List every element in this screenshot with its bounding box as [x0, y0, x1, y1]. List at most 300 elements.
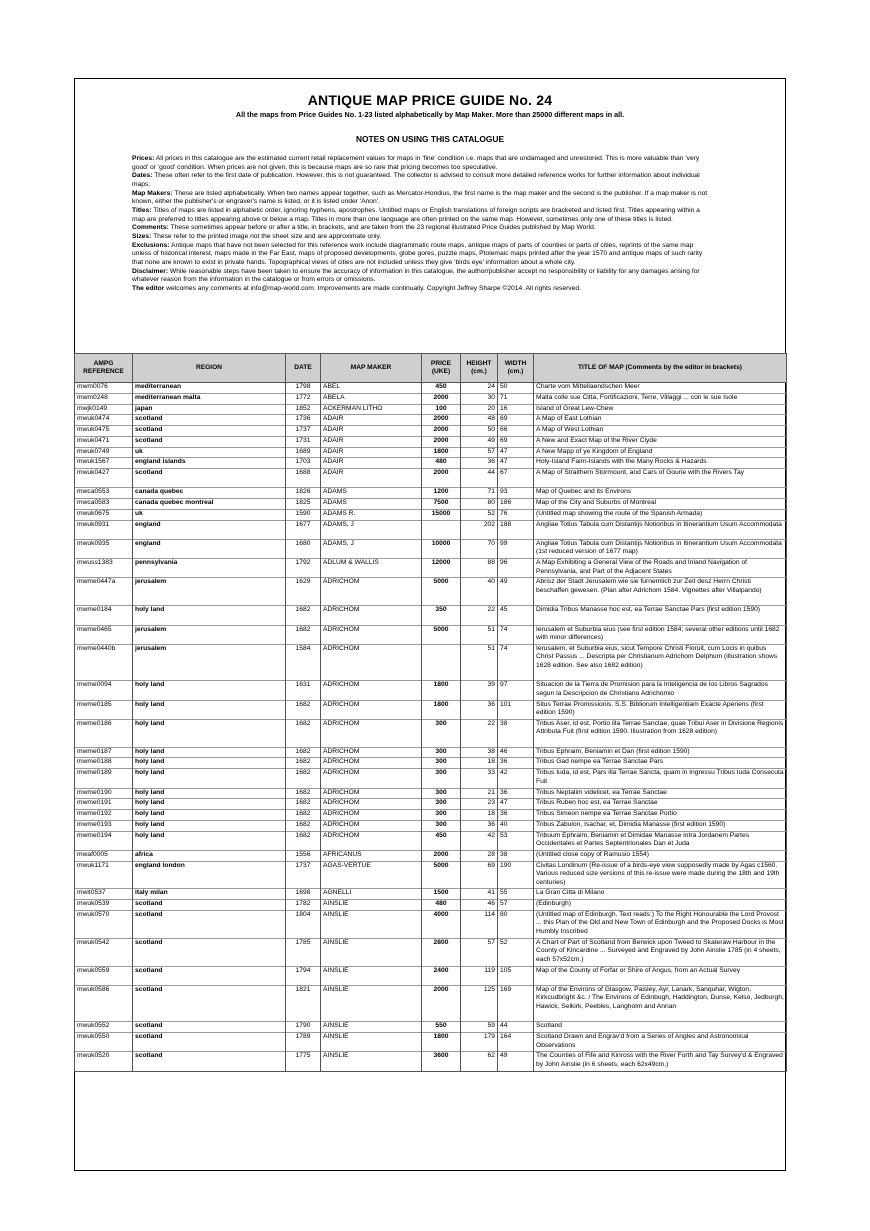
cell-price: 5000: [422, 578, 461, 606]
cell-map-maker: AINSLIE: [321, 900, 422, 911]
cell-price: 300: [422, 719, 461, 747]
cell-map-maker: ADRICHOM: [321, 625, 422, 644]
note-label: Prices:: [132, 155, 155, 162]
cell-map-maker: ADAMS: [321, 488, 422, 499]
cell-price: 2000: [422, 393, 461, 404]
cell-width: 74: [498, 625, 534, 644]
table-row: [75, 938, 787, 966]
cell-title: The Counties of Fife and Kinross with the River Forth and Tay Survey'd & Engraved by John Ainslie (in 6 sheets, each 62x49cm.): [534, 1052, 787, 1071]
cell-reference: mwme0465: [75, 625, 133, 644]
cell-height: 57: [461, 447, 498, 458]
note-paragraph: [132, 207, 708, 224]
cell-width: 69: [498, 436, 534, 447]
cell-height: 49: [461, 436, 498, 447]
cell-region: holy land: [133, 769, 286, 788]
cell-price: 100: [422, 404, 461, 415]
cell-price: 300: [422, 758, 461, 769]
cell-title: Situs Terrae Promissionis. S.S. Bibliorum Intelligentiam Exacte Aperiens (first edition 1590): [534, 700, 787, 719]
cell-region: mediterranean malta: [133, 393, 286, 404]
cell-date: 1682: [286, 747, 321, 758]
note-text: welcomes any comments at info@map-world.com. Improvements are made continually. Copyright Jeffrey Sharpe ©2014. All rights reserved.: [164, 284, 581, 292]
cell-width: 66: [498, 426, 534, 437]
cell-reference: mwuk0749: [75, 447, 133, 458]
cell-map-maker: AINSLIE: [321, 938, 422, 966]
table-header-row: [75, 354, 787, 383]
cell-date: 1698: [286, 889, 321, 900]
table-row: [75, 1033, 787, 1052]
cell-title: A Map Exhibiting a General View of the Roads and Inland Navigation of Pennsylvania, and Part of the Adjacent States: [534, 559, 787, 578]
table-row: [75, 539, 787, 558]
cell-region: scotland: [133, 1052, 286, 1071]
cell-map-maker: ACKERMAN LITHO: [321, 404, 422, 415]
page-title: ANTIQUE MAP PRICE GUIDE No. 24: [307, 92, 553, 108]
cell-title: Ierusalem et Suburbia eius (see first edition 1584; several other editions until 1682 with minor differences): [534, 625, 787, 644]
table-row: [75, 436, 787, 447]
cell-height: 70: [461, 539, 498, 558]
table-row: [75, 1022, 787, 1033]
col-header-region: REGION: [133, 354, 286, 383]
notes-section: [132, 155, 708, 294]
table-row: [75, 415, 787, 426]
cell-price: 10000: [422, 539, 461, 558]
cell-width: 164: [498, 1033, 534, 1052]
note-paragraph: [132, 190, 708, 207]
cell-date: 1825: [286, 499, 321, 510]
cell-title: A Map of West Lothian: [534, 426, 787, 437]
cell-title: Map of Quebec and its Environs: [534, 488, 787, 499]
cell-width: 105: [498, 966, 534, 985]
col-header-title: TITLE OF MAP (Comments by the editor in brackets): [534, 354, 787, 383]
table-row: [75, 520, 787, 539]
cell-region: holy land: [133, 719, 286, 747]
cell-height: 125: [461, 985, 498, 1021]
cell-reference: mwuk0570: [75, 910, 133, 938]
cell-height: 24: [461, 383, 498, 394]
note-paragraph: [132, 224, 708, 233]
cell-width: 97: [498, 681, 534, 700]
cell-price: 1800: [422, 700, 461, 719]
table-row: [75, 850, 787, 861]
cell-width: 40: [498, 820, 534, 831]
cell-date: 1631: [286, 681, 321, 700]
cell-price: 1800: [422, 447, 461, 458]
note-paragraph: [132, 172, 708, 189]
cell-reference: mwuk0471: [75, 436, 133, 447]
cell-date: 1731: [286, 436, 321, 447]
cell-date: 1682: [286, 799, 321, 810]
col-header-width: WIDTH (cm.): [498, 354, 534, 383]
table-row: [75, 488, 787, 499]
cell-width: 36: [498, 810, 534, 821]
cell-map-maker: ADAMS, J: [321, 539, 422, 558]
cell-map-maker: ADRICHOM: [321, 810, 422, 821]
cell-date: 1782: [286, 900, 321, 911]
cell-title: Tribus Simeon nempe ea Terrae Sanctae Portio: [534, 810, 787, 821]
cell-map-maker: AFRICANUS: [321, 850, 422, 861]
col-header-date: DATE: [286, 354, 321, 383]
cell-title: A New and Exact Map of the River Clyde: [534, 436, 787, 447]
cell-reference: mwaf0005: [75, 850, 133, 861]
cell-reference: mwme0184: [75, 606, 133, 625]
table-row: [75, 578, 787, 606]
cell-width: 36: [498, 758, 534, 769]
table-row: [75, 606, 787, 625]
cell-date: 1790: [286, 1022, 321, 1033]
cell-price: 2000: [422, 426, 461, 437]
cell-map-maker: ADAMS: [321, 499, 422, 510]
table-row: [75, 966, 787, 985]
cell-reference: mwuk0559: [75, 966, 133, 985]
cell-region: scotland: [133, 966, 286, 985]
cell-date: 1689: [286, 447, 321, 458]
cell-price: 2000: [422, 850, 461, 861]
cell-reference: mwm0076: [75, 383, 133, 394]
table-row: [75, 458, 787, 469]
cell-reference: mwme0185: [75, 700, 133, 719]
cell-reference: mwme0447a: [75, 578, 133, 606]
cell-region: scotland: [133, 436, 286, 447]
cell-region: jerusalem: [133, 578, 286, 606]
cell-width: 44: [498, 1022, 534, 1033]
cell-region: holy land: [133, 788, 286, 799]
cell-region: holy land: [133, 820, 286, 831]
cell-price: 480: [422, 900, 461, 911]
note-text: All prices in this catalogue are the estimated current retail replacement values for maps in 'fine' condition i.e. maps that are undamaged and unrestored. This is more valuable than 'very good' or 'good' condition. When prices are not given, this is because maps are so rare that pricing becomes too speculative.: [132, 155, 700, 171]
note-label: Titles:: [132, 206, 152, 214]
cell-date: 1688: [286, 469, 321, 488]
cell-date: 1584: [286, 644, 321, 680]
cell-date: 1682: [286, 820, 321, 831]
cell-height: 179: [461, 1033, 498, 1052]
cell-date: 1682: [286, 810, 321, 821]
cell-title: Dimidia Tribus Manasse hoc est, ea Terrae Sanctae Pars (first edition 1590): [534, 606, 787, 625]
cell-width: 99: [498, 539, 534, 558]
cell-region: jerusalem: [133, 625, 286, 644]
cell-height: 46: [461, 900, 498, 911]
cell-map-maker: ADRICHOM: [321, 719, 422, 747]
cell-width: 52: [498, 938, 534, 966]
cell-map-maker: ADAMS, J: [321, 520, 422, 539]
cell-date: 1682: [286, 788, 321, 799]
cell-map-maker: ADRICHOM: [321, 769, 422, 788]
cell-title: Charte vom Mittellaendschen Meer: [534, 383, 787, 394]
cell-title: Tribus Iuda, id est, Pars illa Terrae Sancta, quam in Ingressu Tribus Iuda Consecuta Fuit: [534, 769, 787, 788]
cell-title: Angliae Totius Tabula cum Distantijs Notioribus in Itinerantium Usum Accommodata (1st reduced version of 1677 map): [534, 539, 787, 558]
cell-price: 4000: [422, 910, 461, 938]
cell-region: canada quebec: [133, 488, 286, 499]
cell-height: 36: [461, 820, 498, 831]
cell-price: 300: [422, 747, 461, 758]
cell-reference: mwuss1383: [75, 559, 133, 578]
cell-height: 50: [461, 426, 498, 437]
table-row: [75, 861, 787, 889]
cell-price: 5000: [422, 625, 461, 644]
note-text: These are listed alphabetically. When two names appear together, such as Mercator-Hondius, the first name is the map maker and the second is the publisher. If a map maker is not known, either the publisher's or engraver's name is listed, or it is listed under 'Anon'.: [132, 189, 708, 206]
cell-region: holy land: [133, 831, 286, 850]
cell-height: 18: [461, 810, 498, 821]
note-label: Dates:: [132, 172, 153, 180]
cell-width: 42: [498, 769, 534, 788]
cell-title: (Untitled close copy of Ramusio 1554): [534, 850, 787, 861]
cell-date: 1794: [286, 966, 321, 985]
table-row: [75, 820, 787, 831]
cell-price: 450: [422, 383, 461, 394]
cell-height: 38: [461, 747, 498, 758]
cell-width: 49: [498, 578, 534, 606]
table-row: [75, 889, 787, 900]
cell-width: 47: [498, 458, 534, 469]
cell-title: A New Mapp of ye Kingdom of England: [534, 447, 787, 458]
cell-price: 300: [422, 810, 461, 821]
cell-date: 1682: [286, 831, 321, 850]
cell-map-maker: ADAIR: [321, 415, 422, 426]
cell-price: 480: [422, 458, 461, 469]
cell-price: 1500: [422, 889, 461, 900]
cell-title: A Map of Straithern Stormount, and Cars of Gourie with the Rivers Tay: [534, 469, 787, 488]
cell-height: 18: [461, 758, 498, 769]
cell-price: 300: [422, 788, 461, 799]
cell-price: 2400: [422, 966, 461, 985]
note-text: Antique maps that have not been selected for this reference work include diagrammatic route maps, antique maps of parts of counties or parts of cities, reprints of the same map unless of historical interest, maps made in the Far East, maps of proposed developments, globe gores, puzzle maps, Ptolemaic maps printed after the year 1570 and antique maps of such rarity that none are known to exist in private hands. Topographical views of cities are not included unless they give 'birds eye' information about a whole city.: [132, 241, 703, 266]
cell-map-maker: AGAS-VERTUE: [321, 861, 422, 889]
note-text: While reasonable steps have been taken to ensure the accuracy of information in this catalogue, the author/publisher accept no responsibility or liability for any damages arising for whatever reason from the information in the catalogue or from errors or omissions.: [132, 267, 700, 284]
cell-region: holy land: [133, 758, 286, 769]
cell-price: 300: [422, 799, 461, 810]
cell-region: japan: [133, 404, 286, 415]
note-paragraph: [132, 285, 708, 294]
cell-map-maker: ABELA: [321, 393, 422, 404]
cell-width: 80: [498, 910, 534, 938]
cell-width: 36: [498, 788, 534, 799]
cell-title: A Chart of Part of Scotland from Berwick upon Tweed to Skateraw Harbour in the County of Kincardine ... Surveyed and Engraved by John Ainslie 1785 (in 4 sheets, each 57x52cm.): [534, 938, 787, 966]
cell-region: england: [133, 539, 286, 558]
cell-width: 69: [498, 415, 534, 426]
cell-map-maker: AINSLIE: [321, 985, 422, 1021]
cell-reference: mwme0186: [75, 719, 133, 747]
cell-title: Civitas Londinum (Re-issue of a birds-eye view supposedly made by Agas c1560. Various reduced size versions of this re-issue were made during the 18th and 19th centuries): [534, 861, 787, 889]
table-row: [75, 758, 787, 769]
cell-price: 15000: [422, 509, 461, 520]
note-paragraph: [132, 268, 708, 285]
cell-title: Map of the Environs of Glasgow, Paisley, Ayr, Lanark, Sanquhar, Wigton, Kirkcudbright &c. / The Environs of Edinbugh, Haddington, Dunse, Kelso, Jedburgh, Hawick, Selkirk, Peebles, Langholm and Annan: [534, 985, 787, 1021]
table-row: [75, 719, 787, 747]
cell-height: 23: [461, 799, 498, 810]
table-row: [75, 426, 787, 437]
cell-date: 1736: [286, 415, 321, 426]
cell-reference: mwuk0931: [75, 520, 133, 539]
price-table: [74, 353, 787, 1072]
cell-price: 1800: [422, 1033, 461, 1052]
cell-date: 1629: [286, 578, 321, 606]
cell-title: Holy-Island Fairn-Islands with the Many Rocks & Hazards: [534, 458, 787, 469]
cell-height: 44: [461, 469, 498, 488]
cell-region: scotland: [133, 469, 286, 488]
cell-width: 76: [498, 509, 534, 520]
cell-region: holy land: [133, 747, 286, 758]
cell-height: 62: [461, 1052, 498, 1071]
cell-width: 45: [498, 606, 534, 625]
cell-map-maker: AINSLIE: [321, 1022, 422, 1033]
cell-height: 20: [461, 404, 498, 415]
cell-price: 550: [422, 1022, 461, 1033]
cell-region: holy land: [133, 700, 286, 719]
table-row: [75, 788, 787, 799]
cell-title: Scotland Drawn and Engrav'd from a Series of Angles and Astronomical Observations: [534, 1033, 787, 1052]
cell-map-maker: ABEL: [321, 383, 422, 394]
cell-region: scotland: [133, 985, 286, 1021]
cell-region: holy land: [133, 799, 286, 810]
cell-reference: mwuk0935: [75, 539, 133, 558]
cell-region: pennsylvania: [133, 559, 286, 578]
cell-map-maker: ADAIR: [321, 426, 422, 437]
note-label: Exclusions:: [132, 241, 170, 249]
table-row: [75, 469, 787, 488]
cell-height: 71: [461, 488, 498, 499]
cell-height: 202: [461, 520, 498, 539]
cell-date: 1677: [286, 520, 321, 539]
cell-region: holy land: [133, 681, 286, 700]
cell-map-maker: ADRICHOM: [321, 820, 422, 831]
cell-price: [422, 644, 461, 680]
cell-height: 88: [461, 559, 498, 578]
cell-map-maker: ADRICHOM: [321, 644, 422, 680]
cell-region: scotland: [133, 1022, 286, 1033]
cell-price: 350: [422, 606, 461, 625]
cell-height: 114: [461, 910, 498, 938]
cell-price: 300: [422, 769, 461, 788]
cell-map-maker: ADRICHOM: [321, 788, 422, 799]
note-text: These refer to the printed image not the sheet size and are approximate only.: [151, 232, 382, 240]
page-subtitle: All the maps from Price Guides No. 1-23 listed alphabetically by Map Maker. More than 25000 different maps in all.: [235, 110, 625, 119]
cell-date: 1682: [286, 700, 321, 719]
table-row: [75, 747, 787, 758]
cell-title: Malta colle sue Citta, Fortificazioni, Terre, Villaggi ... con le sue Isole: [534, 393, 787, 404]
cell-height: 39: [461, 681, 498, 700]
cell-price: 2000: [422, 985, 461, 1021]
note-label: Comments:: [132, 224, 169, 232]
cell-height: 30: [461, 393, 498, 404]
cell-reference: mwjk0149: [75, 404, 133, 415]
cell-price: 3600: [422, 1052, 461, 1071]
cell-title: Tribus Zabulon, Isachar, et, Dimidia Manasse (first edition 1590): [534, 820, 787, 831]
cell-reference: mwuk0675: [75, 509, 133, 520]
cell-price: [422, 520, 461, 539]
cell-title: Ierusalem, et Suburbia eius, sicut Tempore Christi Floruit, cum Locis in quibus Christ Passus ... Descripta per Christianum Adrichom Delphum (illustration shows 1628 edition. See also 1682 edition): [534, 644, 787, 680]
cell-region: holy land: [133, 606, 286, 625]
cell-region: scotland: [133, 938, 286, 966]
col-header-height: HEIGHT (cm.): [461, 354, 498, 383]
cell-reference: mwme0192: [75, 810, 133, 821]
cell-region: scotland: [133, 910, 286, 938]
cell-price: 1800: [422, 681, 461, 700]
cell-reference: mwme0194: [75, 831, 133, 850]
table-row: [75, 810, 787, 821]
cell-map-maker: AGNELLI: [321, 889, 422, 900]
cell-date: 1737: [286, 861, 321, 889]
cell-title: (Edinburgh): [534, 900, 787, 911]
cell-map-maker: ADRICHOM: [321, 606, 422, 625]
cell-map-maker: ADRICHOM: [321, 799, 422, 810]
cell-width: 16: [498, 404, 534, 415]
cell-width: 47: [498, 799, 534, 810]
cell-reference: mwme0189: [75, 769, 133, 788]
notes-heading: NOTES ON USING THIS CATALOGUE: [355, 134, 505, 144]
cell-reference: mwuk1567: [75, 458, 133, 469]
cell-reference: mwit0537: [75, 889, 133, 900]
cell-width: 38: [498, 719, 534, 747]
cell-region: england islands: [133, 458, 286, 469]
cell-width: 93: [498, 488, 534, 499]
cell-reference: mwuk0550: [75, 1033, 133, 1052]
cell-date: 1852: [286, 404, 321, 415]
table-row: [75, 509, 787, 520]
col-header-ref: AMPG REFERENCE: [75, 354, 133, 383]
cell-reference: mwuk0520: [75, 1052, 133, 1071]
cell-height: 119: [461, 966, 498, 985]
cell-region: africa: [133, 850, 286, 861]
table-row: [75, 393, 787, 404]
cell-height: 36: [461, 700, 498, 719]
cell-region: jerusalem: [133, 644, 286, 680]
cell-map-maker: ADRICHOM: [321, 700, 422, 719]
cell-title: Tribus Neptalim videlicet, ea Terrae Sanctae: [534, 788, 787, 799]
cell-price: 2000: [422, 415, 461, 426]
cell-price: 5000: [422, 861, 461, 889]
cell-reference: mwca0583: [75, 499, 133, 510]
cell-date: 1682: [286, 769, 321, 788]
cell-map-maker: AINSLIE: [321, 966, 422, 985]
cell-width: 190: [498, 861, 534, 889]
cell-map-maker: ADRICHOM: [321, 831, 422, 850]
table-row: [75, 383, 787, 394]
cell-height: 42: [461, 831, 498, 850]
cell-title: A Map of East Lothian: [534, 415, 787, 426]
cell-height: 51: [461, 644, 498, 680]
cell-reference: mwca0553: [75, 488, 133, 499]
table-row: [75, 910, 787, 938]
cell-price: 300: [422, 820, 461, 831]
cell-width: 96: [498, 559, 534, 578]
cell-title: Angliae Totius Tabula cum Distantijs Notioribus in Itinerantium Usum Accommodata: [534, 520, 787, 539]
cell-map-maker: ADRICHOM: [321, 578, 422, 606]
cell-reference: mwuk0552: [75, 1022, 133, 1033]
cell-title: Scotland: [534, 1022, 787, 1033]
cell-map-maker: AINSLIE: [321, 1033, 422, 1052]
cell-title: (Untitled map showing the route of the Spanish Armada): [534, 509, 787, 520]
note-text: These sometimes appear before or after a title, in brackets, and are taken from the 23 regional illustrated Price Guides published by Map World.: [168, 224, 596, 232]
cell-date: 1682: [286, 625, 321, 644]
cell-reference: mwuk1171: [75, 861, 133, 889]
cell-map-maker: ADAIR: [321, 469, 422, 488]
cell-reference: mwm0248: [75, 393, 133, 404]
table-row: [75, 985, 787, 1021]
cell-map-maker: ADRICHOM: [321, 747, 422, 758]
cell-width: 46: [498, 747, 534, 758]
table-row: [75, 404, 787, 415]
cell-title: Tribus Ruben hoc est, ea Terrae Sanctae: [534, 799, 787, 810]
cell-reference: mwuk0475: [75, 426, 133, 437]
cell-map-maker: ADAMS R.: [321, 509, 422, 520]
cell-reference: mwme0191: [75, 799, 133, 810]
cell-date: 1556: [286, 850, 321, 861]
cell-height: 48: [461, 415, 498, 426]
cell-width: 67: [498, 469, 534, 488]
cell-date: 1772: [286, 393, 321, 404]
cell-height: 52: [461, 509, 498, 520]
cell-height: 57: [461, 938, 498, 966]
cell-title: Tribus Gad nempe ea Terrae Sanctae Pars: [534, 758, 787, 769]
note-text: Titles of maps are listed in alphabetic order, ignoring hyphens, apostrophes. Untitled maps or English translations of foreign scripts are bracketed and listed first. Titles appearing within a map are preferred to titles appearing above or below a map. Titles in more than one language are often printed on the same map. However, sometimes only one of these titles is listed.: [132, 206, 700, 223]
